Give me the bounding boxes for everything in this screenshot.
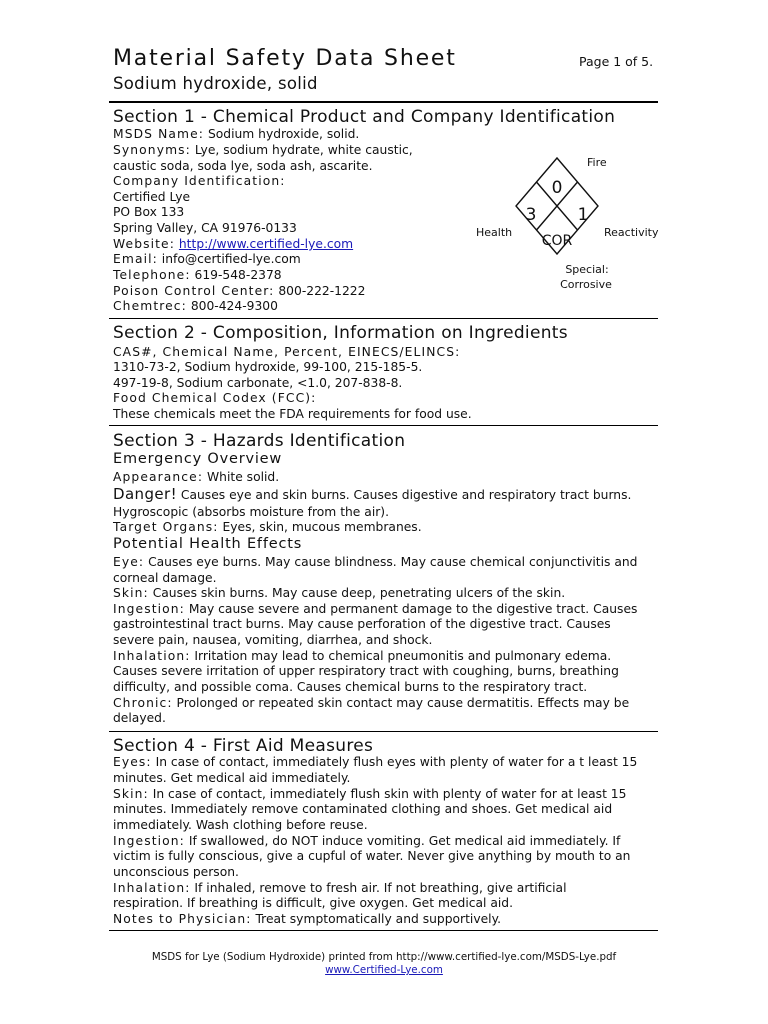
danger-signal-word: Danger! (113, 485, 177, 503)
first-aid-skin-continued-1: minutes. Immediately remove contaminated clothing and shoes. Get medical aid (113, 802, 613, 816)
nfpa-special-description: Corrosive (560, 278, 612, 291)
eye-effects-continued: corneal damage. (113, 571, 217, 585)
footer-website-link[interactable]: www.Certified-Lye.com (325, 964, 443, 976)
ingestion-effects-text: May cause severe and permanent damage to the digestive tract. Causes (184, 602, 638, 616)
nfpa-fire-label: Fire (587, 156, 607, 169)
first-aid-skin-line (113, 787, 626, 803)
website-label: Website: (113, 237, 175, 251)
company-po-box: PO Box 133 (113, 205, 185, 219)
chronic-effects-line (113, 696, 629, 712)
inhalation-effects-text: Irritation may lead to chemical pneumonitis and pulmonary edema. (190, 649, 612, 663)
section-1-heading: Section 1 - Chemical Product and Company Identification (113, 107, 616, 127)
nfpa-reactivity-value: 1 (577, 205, 589, 225)
danger-continued: Hygroscopic (absorbs moisture from the air). (113, 505, 389, 519)
chronic-effects-label: Chronic: (113, 696, 173, 710)
fcc-label: Food Chemical Codex (FCC): (113, 391, 317, 405)
first-aid-inhalation-line (113, 881, 567, 897)
potential-health-effects-heading: Potential Health Effects (113, 536, 303, 552)
appearance-label: Appearance: (113, 470, 204, 484)
company-identification-label: Company Identification: (113, 174, 286, 188)
eye-effects-label: Eye: (113, 555, 145, 569)
first-aid-ingestion-continued-2: unconscious person. (113, 865, 239, 879)
notes-to-physician-label: Notes to Physician: (113, 912, 252, 926)
danger-text: Causes eye and skin burns. Causes digestive and respiratory tract burns. (176, 488, 632, 502)
telephone-label: Telephone: (113, 268, 191, 282)
website-link[interactable]: http://www.certified-lye.com (178, 237, 354, 251)
telephone-value: 619-548-2378 (190, 268, 282, 282)
company-city: Spring Valley, CA 91976-0133 (113, 221, 297, 235)
first-aid-eyes-continued: minutes. Get medical aid immediately. (113, 771, 351, 785)
section-4-heading: Section 4 - First Aid Measures (113, 736, 374, 756)
ingredient-row-2: 497-19-8, Sodium carbonate, <1.0, 207-838-8. (113, 376, 403, 390)
target-organs-label: Target Organs: (113, 520, 219, 534)
poison-control-value: 800-222-1222 (274, 284, 366, 298)
first-aid-eyes-text: In case of contact, immediately flush eyes with plenty of water for a t least 15 (151, 755, 638, 769)
notes-to-physician-line (113, 912, 501, 928)
msds-name-line (113, 127, 359, 143)
page-number: Page 1 of 5. (579, 54, 654, 69)
first-aid-ingestion-line (113, 834, 620, 850)
section-2-heading: Section 2 - Composition, Information on Ingredients (113, 323, 568, 343)
header-divider (109, 101, 658, 103)
ingredient-row-1: 1310-73-2, Sodium hydroxide, 99-100, 215-185-5. (113, 360, 423, 374)
appearance-line (113, 470, 279, 486)
first-aid-eyes-label: Eyes: (113, 755, 152, 769)
ingestion-effects-continued-2: severe pain, nausea, vomiting, diarrhea, and shock. (113, 633, 433, 647)
nfpa-fire-value: 0 (551, 178, 563, 198)
synonyms-label: Synonyms: (113, 143, 191, 157)
first-aid-ingestion-label: Ingestion: (113, 834, 185, 848)
nfpa-diamond-icon (470, 150, 670, 300)
poison-control-line (113, 284, 365, 300)
composition-columns: CAS#, Chemical Name, Percent, EINECS/ELINCS: (113, 345, 461, 359)
email-label: Email: (113, 252, 158, 266)
appearance-value: White solid. (203, 470, 280, 484)
notes-to-physician-text: Treat symptomatically and supportively. (251, 912, 502, 926)
target-organs-value: Eyes, skin, mucous membranes. (218, 520, 422, 534)
eye-effects-line (113, 555, 637, 571)
inhalation-effects-label: Inhalation: (113, 649, 191, 663)
inhalation-effects-line (113, 649, 611, 665)
first-aid-inhalation-label: Inhalation: (113, 881, 191, 895)
ingestion-effects-line (113, 602, 637, 618)
first-aid-ingestion-text: If swallowed, do NOT induce vomiting. Get medical aid immediately. If (184, 834, 621, 848)
fcc-text: These chemicals meet the FDA requirements for food use. (113, 407, 472, 421)
nfpa-special-label: Special: (565, 263, 609, 276)
chronic-effects-text: Prolonged or repeated skin contact may cause dermatitis. Effects may be (172, 696, 630, 710)
chemtrec-label: Chemtrec: (113, 299, 187, 313)
msds-name-label: MSDS Name: (113, 127, 205, 141)
footer-link-line (0, 964, 768, 976)
email-value: info@certified-lye.com (157, 252, 301, 266)
target-organs-line (113, 520, 422, 536)
footer-source-line: MSDS for Lye (Sodium Hydroxide) printed from http://www.certified-lye.com/MSDS-Lye.pdf (151, 951, 617, 963)
poison-control-label: Poison Control Center: (113, 284, 275, 298)
msds-name-value: Sodium hydroxide, solid. (204, 127, 360, 141)
danger-line (113, 487, 631, 504)
synonyms-continued: caustic soda, soda lye, soda ash, ascarite. (113, 159, 373, 173)
nfpa-special-value: COR (541, 233, 573, 249)
first-aid-ingestion-continued-1: victim is fully conscious, give a cupful of water. Never give anything by mouth to an (113, 849, 631, 863)
chemtrec-value: 800-424-9300 (186, 299, 278, 313)
website-line (113, 237, 353, 253)
first-aid-inhalation-text: If inhaled, remove to fresh air. If not breathing, give artificial (190, 881, 567, 895)
telephone-line (113, 268, 282, 284)
nfpa-health-label: Health (476, 226, 513, 239)
ingestion-effects-continued-1: gastrointestinal tract burns. May cause perforation of the digestive tract. Causes (113, 617, 611, 631)
section-3-heading: Section 3 - Hazards Identification (113, 431, 406, 451)
section-1-divider (109, 318, 658, 319)
section-4-divider (109, 930, 658, 931)
synonyms-line (113, 143, 413, 159)
first-aid-inhalation-continued: respiration. If breathing is difficult, give oxygen. Get medical aid. (113, 896, 514, 910)
company-name: Certified Lye (113, 190, 191, 204)
eye-effects-text: Causes eye burns. May cause blindness. May cause chemical conjunctivitis and (144, 555, 638, 569)
first-aid-skin-text: In case of contact, immediately flush skin with plenty of water for at least 15 (148, 787, 627, 801)
chronic-effects-continued: delayed. (113, 711, 166, 725)
first-aid-skin-continued-2: immediately. Wash clothing before reuse. (113, 818, 368, 832)
nfpa-health-value: 3 (525, 205, 537, 225)
ingestion-effects-label: Ingestion: (113, 602, 185, 616)
chemtrec-line (113, 299, 278, 315)
nfpa-reactivity-label: Reactivity (604, 226, 659, 239)
document-title: Material Safety Data Sheet (113, 46, 457, 71)
section-3-divider (109, 731, 658, 732)
email-line (113, 252, 301, 268)
synonyms-value: Lye, sodium hydrate, white caustic, (190, 143, 413, 157)
skin-effects-label: Skin: (113, 586, 149, 600)
skin-effects-text: Causes skin burns. May cause deep, penetrating ulcers of the skin. (148, 586, 566, 600)
document-subtitle: Sodium hydroxide, solid (113, 74, 318, 93)
emergency-overview-heading: Emergency Overview (113, 451, 283, 467)
first-aid-eyes-line (113, 755, 637, 771)
inhalation-effects-continued-1: Causes severe irritation of upper respiratory tract with coughing, burns, breathing (113, 664, 619, 678)
section-2-divider (109, 425, 658, 426)
inhalation-effects-continued-2: difficulty, and possible coma. Causes chemical burns to the respiratory tract. (113, 680, 588, 694)
first-aid-skin-label: Skin: (113, 787, 149, 801)
skin-effects-line (113, 586, 565, 602)
